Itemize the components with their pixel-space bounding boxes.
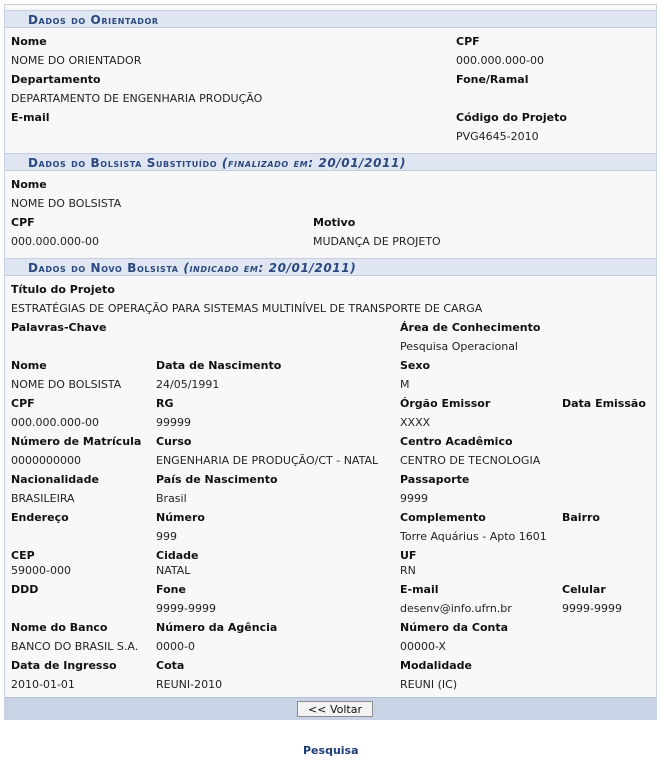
label-titulo-projeto: Título do Projeto: [11, 283, 115, 296]
value-nome-orientador: NOME DO ORIENTADOR: [11, 54, 142, 67]
value-titulo-projeto: ESTRATÉGIAS DE OPERAÇÃO PARA SISTEMAS MULTINÍVEL DE TRANSPORTE DE CARGA: [11, 302, 483, 315]
label-cep: CEP: [11, 549, 35, 562]
value-centro-academico: CENTRO DE TECNOLOGIA: [400, 454, 541, 467]
label-bairro: Bairro: [562, 511, 600, 524]
label-ddd: DDD: [11, 583, 39, 596]
footer-bar: [5, 697, 656, 719]
label-data-nascimento: Data de Nascimento: [156, 359, 282, 372]
label-cpf-substituido: CPF: [11, 216, 35, 229]
value-area-conhecimento: Pesquisa Operacional: [400, 340, 518, 353]
label-codigo-projeto: Código do Projeto: [456, 111, 567, 124]
value-fone-novo: 9999-9999: [156, 602, 216, 615]
section-header-substituido: [5, 153, 656, 171]
label-nome-orientador: Nome: [11, 35, 47, 48]
section-title-orientador: Dados do Orientador: [28, 13, 159, 27]
label-fone-orientador: Fone/Ramal: [456, 73, 529, 86]
value-numero: 999: [156, 530, 177, 543]
section-title-substituido: Dados do Bolsista Substituído (finalizado em: 20/01/2011): [28, 156, 407, 170]
value-cota: REUNI-2010: [156, 678, 223, 691]
value-data-nascimento: 24/05/1991: [156, 378, 220, 391]
label-endereco: Endereço: [11, 511, 69, 524]
value-cep: 59000-000: [11, 564, 71, 577]
label-passaporte: Passaporte: [400, 473, 470, 486]
value-cidade: NATAL: [156, 564, 191, 577]
value-nome-substituido: NOME DO BOLSISTA: [11, 197, 122, 210]
pesquisa-link[interactable]: Pesquisa: [303, 744, 359, 757]
label-orgao-emissor: Órgão Emissor: [400, 397, 491, 410]
label-complemento: Complemento: [400, 511, 486, 524]
value-pais-nascimento: Brasil: [156, 492, 187, 505]
value-data-ingresso: 2010-01-01: [11, 678, 75, 691]
label-cpf-novo: CPF: [11, 397, 35, 410]
value-email-novo: desenv@info.ufrn.br: [400, 602, 512, 615]
label-departamento: Departamento: [11, 73, 101, 86]
label-cidade: Cidade: [156, 549, 199, 562]
label-banco: Nome do Banco: [11, 621, 108, 634]
label-agencia: Número da Agência: [156, 621, 278, 634]
label-data-emissao: Data Emissão: [562, 397, 646, 410]
label-data-ingresso: Data de Ingresso: [11, 659, 117, 672]
label-celular: Celular: [562, 583, 606, 596]
value-sexo: M: [400, 378, 410, 391]
section-subtitle-indicado: (indicado em: 20/01/2011): [183, 261, 357, 275]
label-sexo: Sexo: [400, 359, 431, 372]
label-nacionalidade: Nacionalidade: [11, 473, 99, 486]
section-header-orientador: [5, 10, 656, 28]
label-nome-substituido: Nome: [11, 178, 47, 191]
value-orgao-emissor: XXXX: [400, 416, 431, 429]
value-rg: 99999: [156, 416, 191, 429]
label-cota: Cota: [156, 659, 185, 672]
value-complemento: Torre Aquárius - Apto 1601: [400, 530, 547, 543]
value-conta: 00000-X: [400, 640, 446, 653]
value-curso: ENGENHARIA DE PRODUÇÃO/CT - NATAL: [156, 454, 379, 467]
value-departamento: DEPARTAMENTO DE ENGENHARIA PRODUÇÃO: [11, 92, 263, 105]
label-email-novo: E-mail: [400, 583, 439, 596]
value-banco: BANCO DO BRASIL S.A.: [11, 640, 139, 653]
label-nome-novo: Nome: [11, 359, 47, 372]
label-modalidade: Modalidade: [400, 659, 472, 672]
value-agencia: 0000-0: [156, 640, 195, 653]
value-celular: 9999-9999: [562, 602, 622, 615]
label-fone-novo: Fone: [156, 583, 186, 596]
value-nome-novo: NOME DO BOLSISTA: [11, 378, 122, 391]
value-cpf-substituido: 000.000.000-00: [11, 235, 99, 248]
label-email-orientador: E-mail: [11, 111, 50, 124]
value-codigo-projeto: PVG4645-2010: [456, 130, 539, 143]
value-matricula: 0000000000: [11, 454, 81, 467]
label-centro-academico: Centro Acadêmico: [400, 435, 513, 448]
label-cpf-orientador: CPF: [456, 35, 480, 48]
label-rg: RG: [156, 397, 174, 410]
label-conta: Número da Conta: [400, 621, 509, 634]
label-numero: Número: [156, 511, 205, 524]
label-curso: Curso: [156, 435, 192, 448]
label-area-conhecimento: Área de Conhecimento: [400, 321, 541, 334]
value-passaporte: 9999: [400, 492, 428, 505]
label-matricula: Número de Matrícula: [11, 435, 142, 448]
value-cpf-novo: 000.000.000-00: [11, 416, 99, 429]
voltar-button[interactable]: << Voltar: [297, 701, 373, 717]
label-pais-nascimento: País de Nascimento: [156, 473, 278, 486]
label-motivo: Motivo: [313, 216, 356, 229]
section-header-novo: [5, 258, 656, 276]
label-uf: UF: [400, 549, 417, 562]
value-nacionalidade: BRASILEIRA: [11, 492, 75, 505]
value-motivo: MUDANÇA DE PROJETO: [313, 235, 441, 248]
value-modalidade: REUNI (IC): [400, 678, 458, 691]
section-title-novo: Dados do Novo Bolsista (indicado em: 20/01/2011): [28, 261, 357, 275]
value-cpf-orientador: 000.000.000-00: [456, 54, 544, 67]
section-subtitle-finalizado: (finalizado em: 20/01/2011): [221, 156, 407, 170]
label-palavras-chave: Palavras-Chave: [11, 321, 107, 334]
value-uf: RN: [400, 564, 416, 577]
